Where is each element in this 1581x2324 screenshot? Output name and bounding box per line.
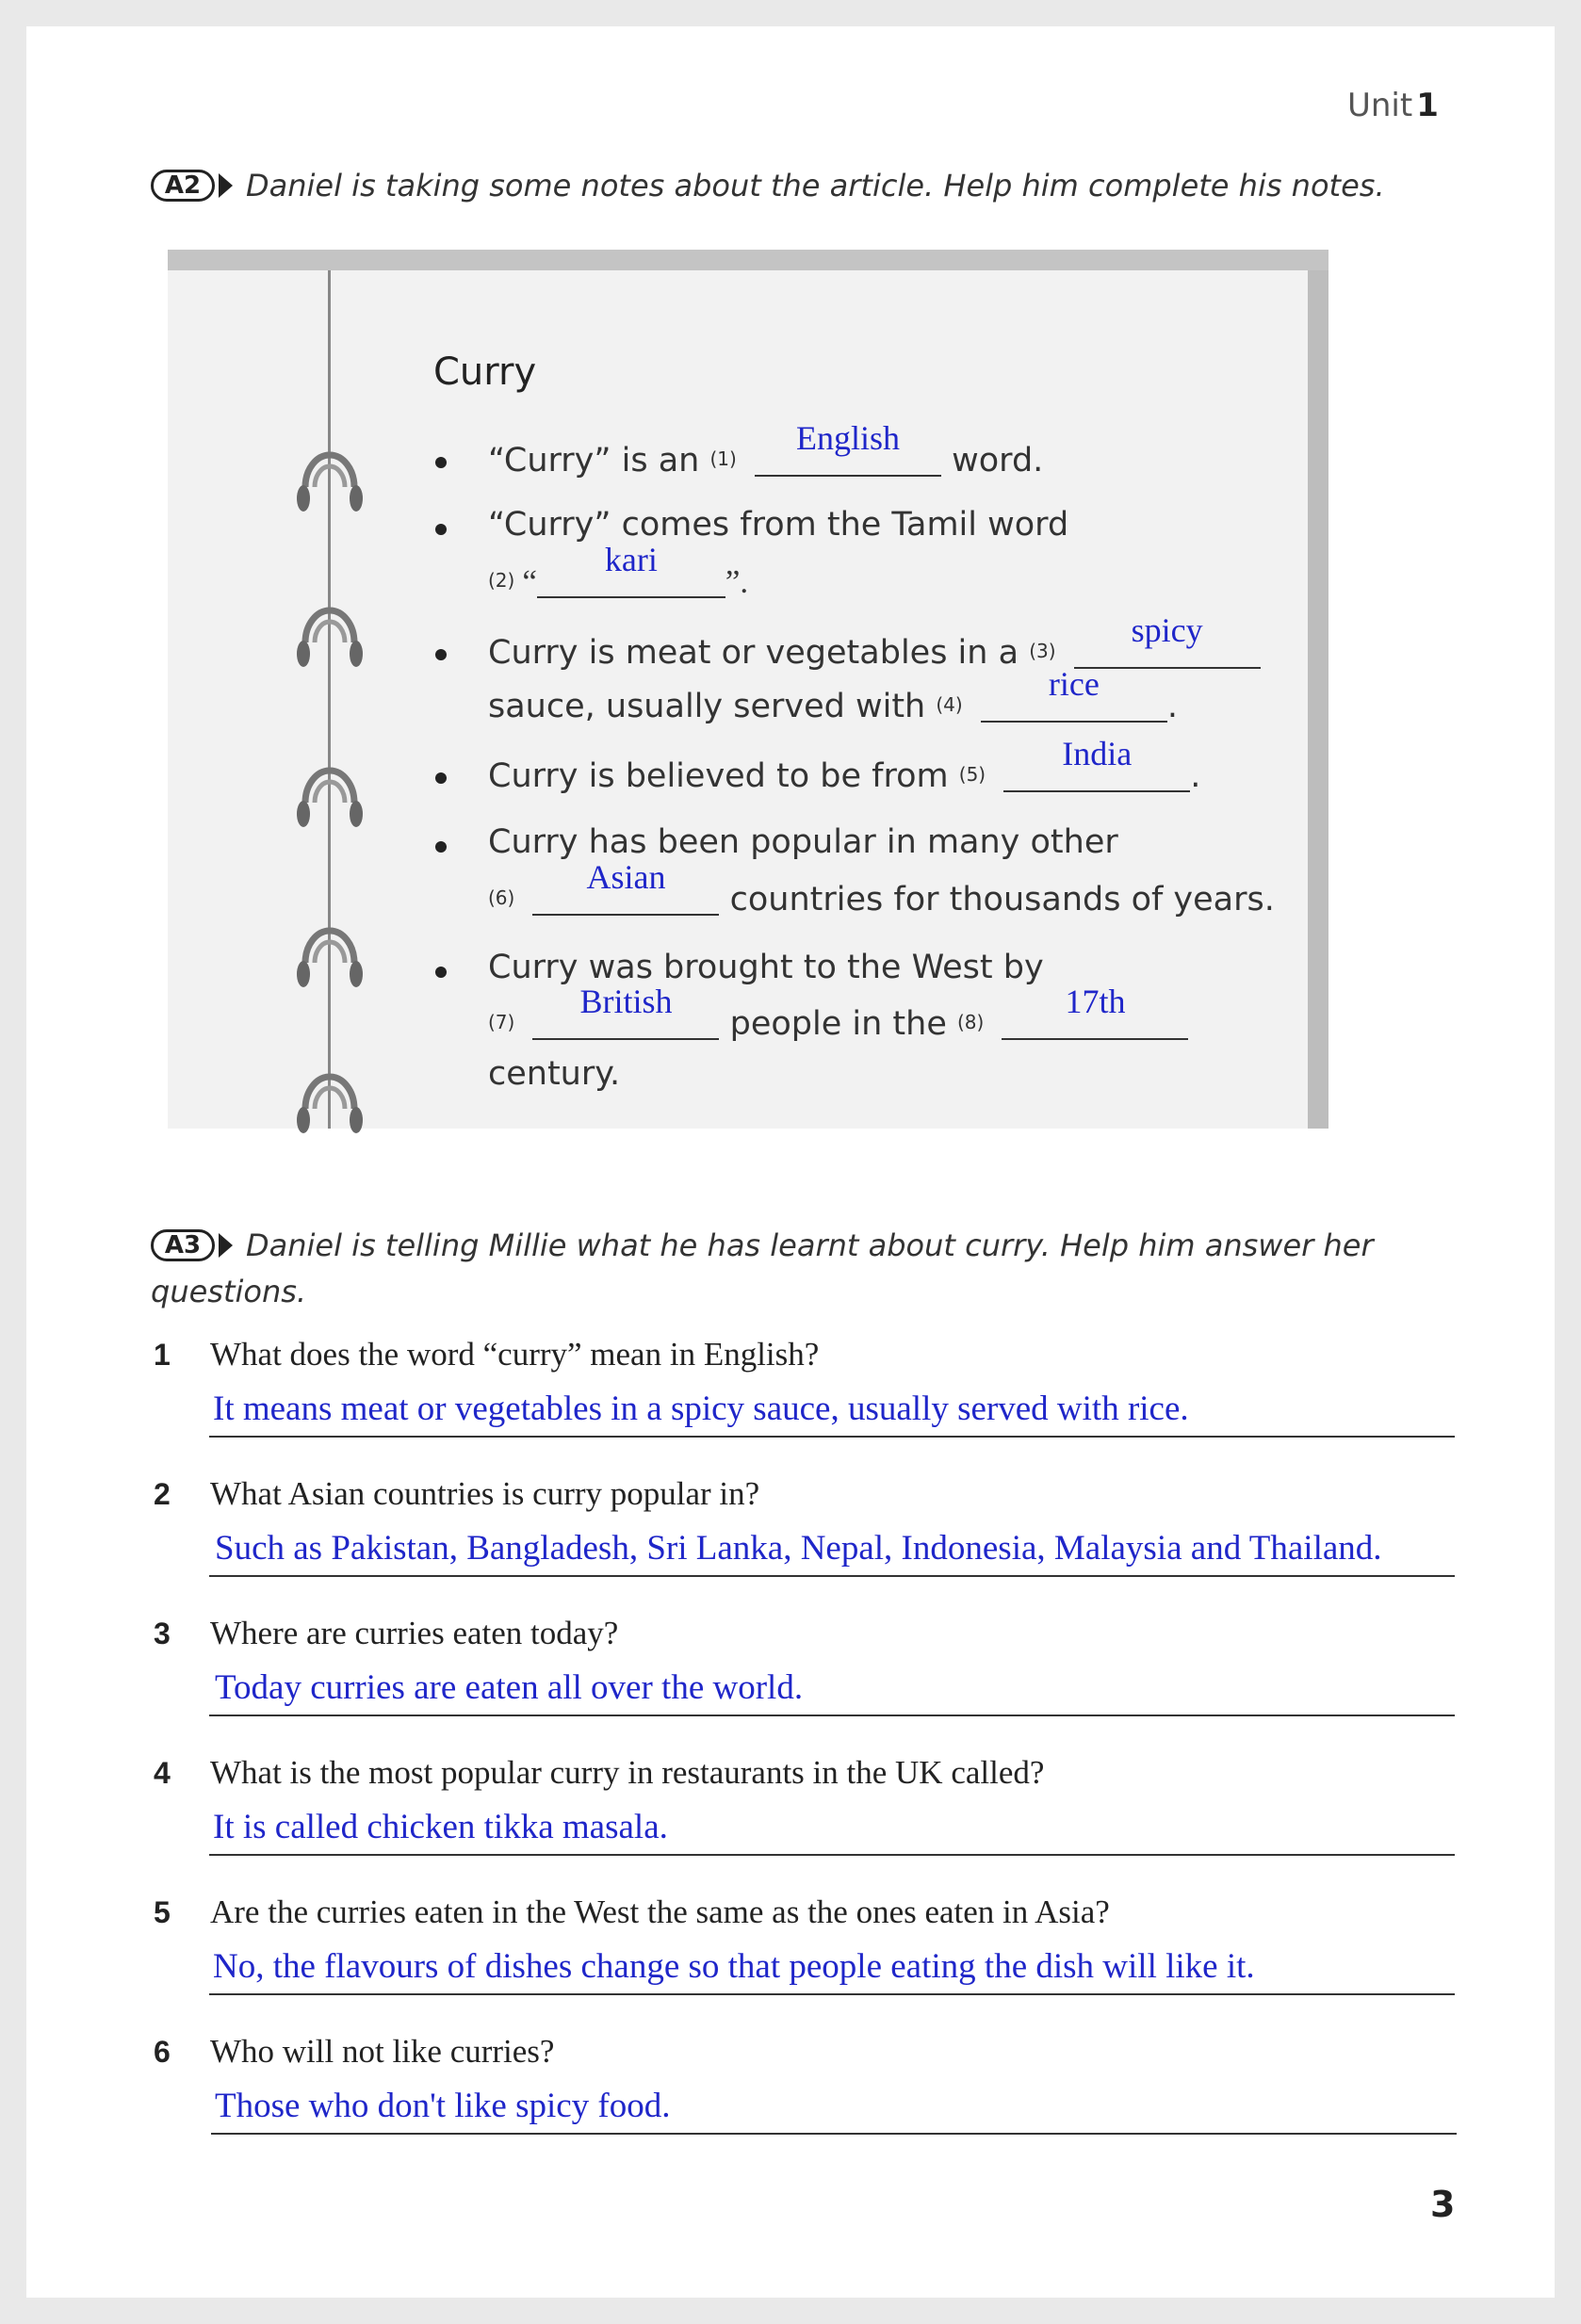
a3-instruction: Daniel is telling Millie what he has learnt about curry. Help him answer her — [246, 1227, 1374, 1263]
note-text: people in the — [729, 1005, 947, 1043]
notebook-edge — [1308, 270, 1328, 1129]
ring-binder-icon — [292, 1033, 367, 1146]
answer-line — [209, 1854, 1455, 1856]
blank-number: (4) — [936, 693, 963, 716]
question-number: 2 — [154, 1477, 171, 1511]
bullet — [435, 772, 447, 784]
bullet — [435, 967, 447, 978]
answer-blank-7 — [532, 983, 719, 1040]
blank-number: (2) — [488, 569, 515, 592]
open-quote: “ — [522, 563, 537, 600]
blank-number: (6) — [488, 886, 515, 909]
answer-line — [209, 1436, 1455, 1438]
answer-line — [209, 1993, 1455, 1995]
answer-text: No, the flavours of dishes change so that people eating the dish will like it. — [213, 1947, 1255, 1986]
answer-line — [211, 2133, 1457, 2135]
answer-line — [209, 1575, 1455, 1577]
note-text: “Curry” is an — [488, 442, 700, 479]
question-number: 1 — [154, 1338, 171, 1372]
note-line-6c: century. — [488, 1055, 621, 1093]
answer-2: kari — [604, 541, 658, 578]
question-number: 6 — [154, 2035, 171, 2069]
ring-binder-icon — [292, 567, 367, 680]
answer-blank-2 — [537, 541, 725, 598]
question-text: What does the word “curry” mean in English? — [210, 1336, 820, 1373]
close-quote: ”. — [725, 563, 749, 600]
note-line-1 — [488, 419, 1044, 479]
question-number: 3 — [154, 1617, 171, 1650]
play-arrow-icon — [219, 1233, 233, 1258]
notes-title: Curry — [433, 350, 537, 394]
blank-number: (7) — [488, 1011, 515, 1033]
note-line-5b — [488, 858, 1275, 918]
note-line-2b — [488, 541, 749, 601]
answer-6: Asian — [586, 858, 666, 896]
answer-blank-6 — [532, 858, 719, 916]
answer-blank-8 — [1002, 983, 1188, 1040]
question-text: Are the curries eaten in the West the same as the ones eaten in Asia? — [210, 1893, 1110, 1930]
a2-instruction: Daniel is taking some notes about the article. Help him complete his notes. — [246, 168, 1385, 203]
note-line-4 — [488, 735, 1201, 795]
answer-3: spicy — [1131, 611, 1203, 649]
note-text: sauce, usually served with — [488, 688, 926, 725]
note-text: . — [1190, 757, 1201, 795]
a3-instruction-cont: questions. — [151, 1274, 307, 1309]
ring-binder-icon — [292, 887, 367, 1000]
question-text: Where are curries eaten today? — [210, 1615, 619, 1651]
note-line-5: Curry has been popular in many other — [488, 823, 1118, 861]
answer-text: Such as Pakistan, Bangladesh, Sri Lanka, Nepal, Indonesia, Malaysia and Thailand. — [215, 1529, 1382, 1568]
bullet — [435, 457, 447, 468]
answer-4: rice — [1048, 665, 1100, 703]
question-text: Who will not like curries? — [210, 2033, 555, 2070]
question-number: 5 — [154, 1895, 171, 1929]
answer-text: It means meat or vegetables in a spicy sauce, usually served with rice. — [213, 1390, 1189, 1428]
note-text: word. — [952, 442, 1044, 479]
unit-number: 1 — [1416, 87, 1439, 124]
question-text: What is the most popular curry in restaurants in the UK called? — [210, 1754, 1045, 1791]
blank-number: (5) — [958, 763, 986, 786]
note-text: Curry is believed to be from — [488, 757, 949, 795]
answer-blank-3 — [1074, 611, 1261, 669]
a2-heading — [151, 168, 1385, 203]
blank-number: (1) — [709, 447, 737, 470]
answer-text: Today curries are eaten all over the world. — [215, 1668, 804, 1707]
question-number: 4 — [154, 1756, 171, 1790]
page-number: 3 — [1430, 2184, 1456, 2225]
answer-5: India — [1062, 735, 1133, 772]
answer-line — [209, 1715, 1455, 1716]
note-line-6b — [488, 983, 1188, 1043]
bullet — [435, 649, 447, 660]
answer-8: 17th — [1065, 983, 1126, 1020]
ring-binder-icon — [292, 727, 367, 840]
unit-word: Unit — [1347, 87, 1413, 124]
note-line-6: Curry was brought to the West by — [488, 949, 1044, 986]
unit-label — [1347, 87, 1439, 124]
answer-1: English — [795, 419, 900, 457]
a3-tag: A3 — [151, 1229, 215, 1261]
play-arrow-icon — [219, 173, 233, 198]
a3-heading — [151, 1227, 1374, 1263]
note-text: countries for thousands of years. — [729, 881, 1275, 918]
bullet — [435, 524, 447, 535]
answer-blank-4 — [981, 665, 1167, 723]
answer-text: Those who don't like spicy food. — [215, 2087, 671, 2125]
a2-tag: A2 — [151, 170, 215, 202]
question-text: What Asian countries is curry popular in? — [210, 1475, 760, 1512]
note-line-2: “Curry” comes from the Tamil word — [488, 506, 1069, 544]
note-text: Curry is meat or vegetables in a — [488, 634, 1019, 672]
note-text: . — [1166, 688, 1178, 725]
bullet — [435, 841, 447, 853]
blank-number: (3) — [1029, 640, 1056, 662]
answer-text: It is called chicken tikka masala. — [213, 1808, 668, 1846]
blank-number: (8) — [957, 1011, 985, 1033]
note-line-3b — [488, 665, 1178, 725]
answer-blank-5 — [1003, 735, 1190, 792]
ring-binder-icon — [292, 412, 367, 525]
answer-blank-1 — [755, 419, 941, 477]
answer-7: British — [579, 983, 673, 1020]
